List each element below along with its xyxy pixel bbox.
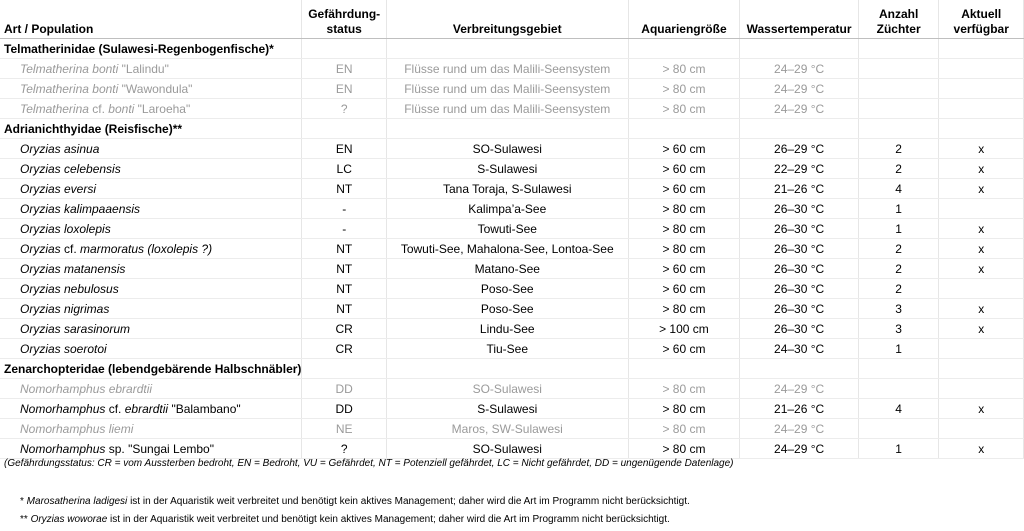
species-row [0,159,1024,179]
available-cell [939,339,1024,359]
breeders-cell: 2 [858,259,939,279]
header-status: Gefährdung- status [302,0,387,39]
header-verfuegbar: Aktuell verfügbar [939,0,1024,39]
temperature-cell: 24–29 °C [740,59,858,79]
empty-cell [858,39,939,59]
family-label: Adrianichthyidae (Reisfische)** [0,119,302,139]
aquarium-cell: > 100 cm [628,319,740,339]
empty-cell [939,119,1024,139]
aquarium-cell: > 80 cm [628,59,740,79]
species-row [0,399,1024,419]
header-verbreitung: Verbreitungsgebiet [386,0,628,39]
status-cell: ? [302,99,387,119]
species-row [0,239,1024,259]
family-label: Zenarchopteridae (lebendgebärende Halbschnäbler) [0,359,302,379]
empty-cell [740,39,858,59]
empty-cell [628,39,740,59]
status-cell: - [302,199,387,219]
available-cell: x [939,159,1024,179]
aquarium-cell: > 80 cm [628,379,740,399]
status-cell: NE [302,419,387,439]
aquarium-cell: > 60 cm [628,339,740,359]
breeders-cell: 2 [858,279,939,299]
temperature-cell: 26–29 °C [740,139,858,159]
breeders-cell: 4 [858,179,939,199]
species-name: Oryzias eversi [0,179,302,199]
empty-cell [302,359,387,379]
status-cell: EN [302,79,387,99]
group-row [0,359,1024,379]
aquarium-cell: > 60 cm [628,159,740,179]
status-cell: NT [302,179,387,199]
species-row [0,339,1024,359]
temperature-cell: 22–29 °C [740,159,858,179]
breeders-cell [858,379,939,399]
species-name: Oryzias soerotoi [0,339,302,359]
status-cell: EN [302,59,387,79]
area-cell: Flüsse rund um das Malili-Seensystem [386,99,628,119]
temperature-cell: 24–29 °C [740,379,858,399]
header-row [0,0,1024,39]
temperature-cell: 24–29 °C [740,99,858,119]
breeders-cell: 4 [858,399,939,419]
aquarium-cell: > 80 cm [628,299,740,319]
available-cell: x [939,239,1024,259]
species-row [0,419,1024,439]
breeders-cell [858,99,939,119]
available-cell: x [939,179,1024,199]
species-name: Oryzias nebulosus [0,279,302,299]
breeders-cell: 1 [858,199,939,219]
empty-cell [386,359,628,379]
species-name: Oryzias celebensis [0,159,302,179]
temperature-cell: 24–29 °C [740,79,858,99]
species-name: Nomorhamphus ebrardtii [0,379,302,399]
status-cell: ? [302,439,387,459]
breeders-cell: 2 [858,239,939,259]
empty-cell [858,359,939,379]
footnote-2: ** Oryzias woworae ist in der Aquaristik weit verbreitet und benötigt kein aktives Management; daher wird die Art im Programm nicht berücksichtigt. [20,514,670,525]
breeders-cell: 1 [858,339,939,359]
aquarium-cell: > 60 cm [628,179,740,199]
status-cell: LC [302,159,387,179]
family-label: Telmatherinidae (Sulawesi-Regenbogenfische)* [0,39,302,59]
area-cell: Lindu-See [386,319,628,339]
legend-note: (Gefährdungsstatus: CR = vom Aussterben bedroht, EN = Bedroht, VU = Gefährdet, NT = Potenziell gefährdet, LC = Nicht gefährdet, DD = ungenügende Datenlage) [4,458,734,469]
header-wasser: Wassertemperatur [740,0,858,39]
aquarium-cell: > 60 cm [628,139,740,159]
empty-cell [628,359,740,379]
area-cell: SO-Sulawesi [386,379,628,399]
area-cell: Flüsse rund um das Malili-Seensystem [386,79,628,99]
empty-cell [386,119,628,139]
group-row [0,119,1024,139]
available-cell [939,419,1024,439]
temperature-cell: 24–29 °C [740,439,858,459]
empty-cell [740,119,858,139]
aquarium-cell: > 80 cm [628,239,740,259]
footnote-1: * Marosatherina ladigesi ist in der Aquaristik weit verbreitet und benötigt kein aktives Management; daher wird die Art im Programm nicht berücksichtigt. [20,496,690,507]
species-name: Nomorhamphus sp. "Sungai Lembo" [0,439,302,459]
aquarium-cell: > 60 cm [628,279,740,299]
empty-cell [939,359,1024,379]
aquarium-cell: > 80 cm [628,99,740,119]
available-cell [939,199,1024,219]
empty-cell [939,39,1024,59]
species-row [0,439,1024,459]
species-row [0,379,1024,399]
available-cell: x [939,299,1024,319]
species-row [0,279,1024,299]
temperature-cell: 26–30 °C [740,239,858,259]
temperature-cell: 24–30 °C [740,339,858,359]
breeders-cell: 1 [858,439,939,459]
aquarium-cell: > 60 cm [628,259,740,279]
empty-cell [858,119,939,139]
temperature-cell: 26–30 °C [740,299,858,319]
status-cell: NT [302,259,387,279]
species-name: Telmatherina bonti "Lalindu" [0,59,302,79]
species-name: Oryzias matanensis [0,259,302,279]
species-row [0,79,1024,99]
species-row [0,319,1024,339]
breeders-cell [858,79,939,99]
breeders-cell: 1 [858,219,939,239]
species-name: Telmatherina cf. bonti "Laroeha" [0,99,302,119]
species-row [0,199,1024,219]
species-name: Oryzias nigrimas [0,299,302,319]
status-cell: - [302,219,387,239]
area-cell: S-Sulawesi [386,399,628,419]
area-cell: S-Sulawesi [386,159,628,179]
available-cell: x [939,319,1024,339]
status-cell: CR [302,319,387,339]
breeders-cell [858,419,939,439]
area-cell: Towuti-See [386,219,628,239]
available-cell: x [939,219,1024,239]
area-cell: Matano-See [386,259,628,279]
temperature-cell: 26–30 °C [740,219,858,239]
aquarium-cell: > 80 cm [628,399,740,419]
temperature-cell: 26–30 °C [740,319,858,339]
species-name: Oryzias cf. marmoratus (loxolepis ?) [0,239,302,259]
breeders-cell: 2 [858,139,939,159]
available-cell [939,379,1024,399]
temperature-cell: 21–26 °C [740,399,858,419]
species-row [0,59,1024,79]
status-cell: NT [302,279,387,299]
species-name: Oryzias loxolepis [0,219,302,239]
status-cell: EN [302,139,387,159]
empty-cell [628,119,740,139]
header-art: Art / Population [0,0,302,39]
species-row [0,179,1024,199]
aquarium-cell: > 80 cm [628,79,740,99]
species-row [0,219,1024,239]
empty-cell [386,39,628,59]
temperature-cell: 26–30 °C [740,259,858,279]
breeders-cell: 3 [858,319,939,339]
area-cell: Poso-See [386,279,628,299]
empty-cell [302,39,387,59]
available-cell [939,59,1024,79]
species-name: Nomorhamphus liemi [0,419,302,439]
area-cell: Flüsse rund um das Malili-Seensystem [386,59,628,79]
available-cell: x [939,259,1024,279]
species-name: Oryzias asinua [0,139,302,159]
area-cell: SO-Sulawesi [386,439,628,459]
header-zuechter: Anzahl Züchter [858,0,939,39]
area-cell: Tiu-See [386,339,628,359]
area-cell: Towuti-See, Mahalona-See, Lontoa-See [386,239,628,259]
aquarium-cell: > 80 cm [628,439,740,459]
status-cell: NT [302,239,387,259]
group-row [0,39,1024,59]
temperature-cell: 26–30 °C [740,199,858,219]
aquarium-cell: > 80 cm [628,419,740,439]
area-cell: SO-Sulawesi [386,139,628,159]
species-row [0,299,1024,319]
status-cell: CR [302,339,387,359]
species-row [0,259,1024,279]
area-cell: Maros, SW-Sulawesi [386,419,628,439]
species-name: Telmatherina bonti "Wawondula" [0,79,302,99]
available-cell: x [939,439,1024,459]
available-cell [939,79,1024,99]
species-name: Nomorhamphus cf. ebrardtii "Balambano" [0,399,302,419]
available-cell: x [939,139,1024,159]
breeders-cell: 3 [858,299,939,319]
aquarium-cell: > 80 cm [628,219,740,239]
species-name: Oryzias sarasinorum [0,319,302,339]
breeders-cell: 2 [858,159,939,179]
status-cell: DD [302,399,387,419]
temperature-cell: 21–26 °C [740,179,858,199]
area-cell: Tana Toraja, S-Sulawesi [386,179,628,199]
aquarium-cell: > 80 cm [628,199,740,219]
empty-cell [302,119,387,139]
available-cell [939,279,1024,299]
header-aquarium: Aquariengröße [628,0,740,39]
temperature-cell: 26–30 °C [740,279,858,299]
area-cell: Kalimpa’a-See [386,199,628,219]
available-cell: x [939,399,1024,419]
status-cell: DD [302,379,387,399]
available-cell [939,99,1024,119]
area-cell: Poso-See [386,299,628,319]
species-row [0,99,1024,119]
species-name: Oryzias kalimpaaensis [0,199,302,219]
breeders-cell [858,59,939,79]
status-cell: NT [302,299,387,319]
temperature-cell: 24–29 °C [740,419,858,439]
species-row [0,139,1024,159]
empty-cell [740,359,858,379]
